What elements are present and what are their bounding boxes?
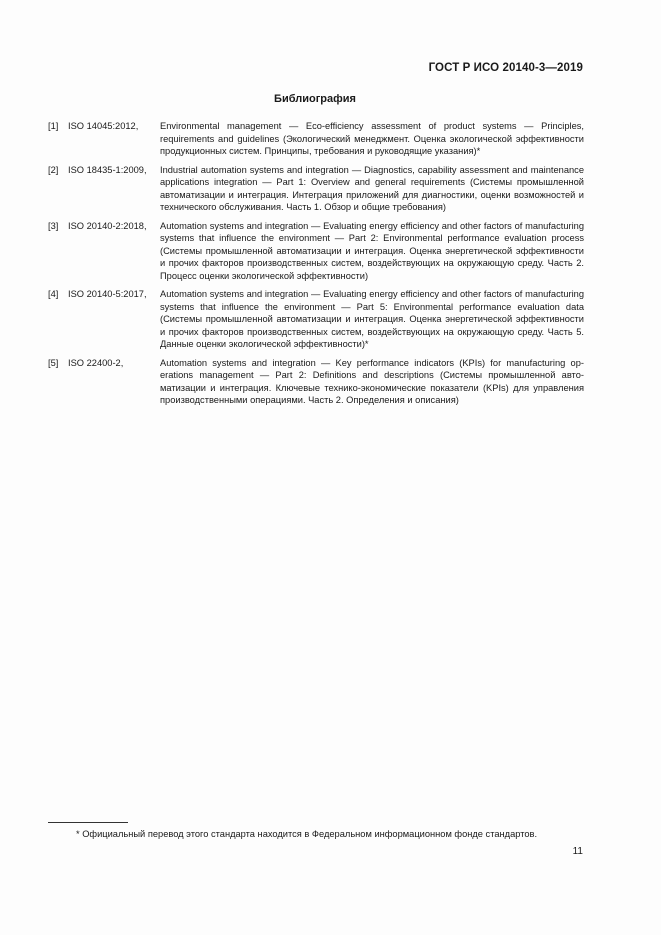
entry-standard-code: ISO 20140-2:2018, (68, 220, 147, 231)
entry-number: [3] (48, 220, 59, 231)
footnote-divider (48, 822, 128, 823)
entry-number: [5] (48, 357, 59, 368)
entry-standard-code: ISO 20140-5:2017, (68, 289, 147, 299)
entry-number: [4] (48, 289, 59, 299)
standard-id-header: ГОСТ Р ИСО 20140-3—2019 (428, 62, 583, 74)
bibliography-entry-5 (48, 357, 584, 407)
bibliography-entry-1 (48, 120, 584, 158)
entry-standard-code: ISO 22400-2, (68, 357, 124, 368)
footnote: * Официальный перевод этого стандарта находится в Федеральном информационном фонде стандартов. (76, 829, 538, 839)
entry-description: Industrial automation systems and integration — Diagnostics, capability assessment and maintenance applications integration — Part 1: Overview and general requirements (Системы промышленной автоматизации и интеграция. Интеграция приложений для диагностики, оценки возможностей и технического обслуживания. Часть 1. Обзор и общие требования) (160, 164, 584, 212)
entry-standard-code: ISO 14045:2012, (68, 121, 139, 131)
bibliography-title: Библиография (274, 93, 356, 105)
entry-description: Environmental management — Eco-efficiency assessment of product systems — Principles, requirements and guidelines (Экологический менеджмент. Оценка экологической эффективности продукционных систем. Принципы, требования и руководящие указания)* (160, 121, 584, 156)
entry-description: Automation systems and integration — Evaluating energy efficiency and other factors of manufacturing systems that influence the environment — Part 2: Environmental performance evaluation process (Системы промышленной автоматизации и интеграция. Оценка энергетической эффективности и прочих факторов производственных систем, воздействующих на окружающую среду. Часть 2. Процесс оценки экологической эффективности) (160, 220, 584, 281)
bibliography-entry-2 (48, 164, 584, 214)
bibliography-entry-4 (48, 288, 584, 351)
bibliography-entry-3 (48, 220, 584, 283)
entry-description: Automation systems and integration — Evaluating energy efficiency and other factors of manufacturing systems that influence the environment — Part 5: Environmental performance evaluation data (Системы промышленной автоматизации и интеграция. Оценка энергетической эффективности и прочих факторов производственных систем, воздействующих на окружающую среду. Часть 5. Данные оценки экологической эффективности)* (160, 289, 584, 349)
entry-number: [2] (48, 164, 59, 175)
page-number: 11 (572, 846, 583, 857)
entry-standard-code: ISO 18435-1:2009, (68, 164, 147, 175)
entry-description: Automation systems and integration — Key performance indicators (KPIs) for manufacturing operations management — Part 2: Definitions and descriptions (Системы промышленной автоматизации и интеграция. Ключевые технико-экономические показатели (KPIs) для управления производственными операциями. Часть 2. Определения и описания) (160, 357, 584, 405)
entry-number: [1] (48, 121, 59, 131)
bibliography-list (48, 120, 584, 413)
